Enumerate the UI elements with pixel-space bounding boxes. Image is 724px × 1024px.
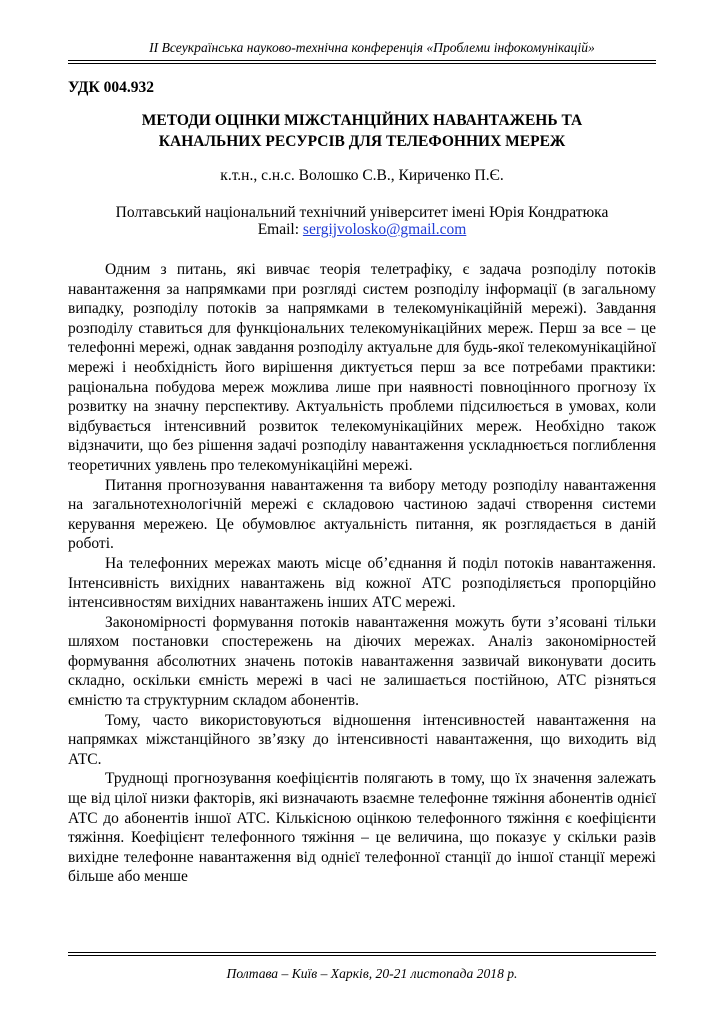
running-header: II Всеукраїнська науково-технічна конференція «Проблеми інфокомунікацій» <box>149 40 595 55</box>
paragraph: Питання прогнозування навантаження та вибору методу розподілу навантаження на загальнотехнологічній мережі є складовою частиною задачі створення системи керування мережею. Це обумовлює актуальність питання, як розглядається в даній роботі. <box>68 476 656 553</box>
authors: к.т.н., с.н.с. Волошко С.В., Кириченко П.Є. <box>220 167 504 184</box>
affiliation: Полтавський національний технічний університет імені Юрія Кондратюка <box>115 204 609 221</box>
header-rule <box>68 60 656 64</box>
email-line <box>68 220 656 239</box>
body-text <box>68 260 656 887</box>
udc-code: УДК 004.932 <box>68 79 154 96</box>
paragraph: На телефонних мережах мають місце об’єднання й поділ потоків навантаження. Інтенсивність вихідних навантажень від кожної АТС розподіляється пропорційно інтенсивностям вихідних навантажень інших АТС мережі. <box>68 554 656 612</box>
paragraph: Тому, часто використовуються відношення інтенсивностей навантаження на напрямках міжстанційного зв’язку до інтенсивності навантаження, що виходить від АТС. <box>68 711 656 768</box>
paragraph: Труднощі прогнозування коефіцієнтів полягають в тому, що їх значення залежать ще від цілої низки факторів, які визначають взаємне телефонне тяжіння абонентів однієї АТС до абонентів іншої АТС. Кількісною оцінкою телефонного тяжіння є коефіцієнти тяжіння. Коефіцієнт телефонного тяжіння – це величина, що показує у скільки разів вихідне телефонне навантаження від однієї телефонної станції до іншої станції мережі більше або менше <box>68 770 656 886</box>
email-label: Email: <box>257 221 303 238</box>
paper-title <box>68 110 656 152</box>
paper-title-line-2: КАНАЛЬНИХ РЕСУРСІВ ДЛЯ ТЕЛЕФОННИХ МЕРЕЖ <box>158 133 566 150</box>
paragraph: Одним з питань, які вивчає теорія телетрафіку, є задача розподілу потоків навантаження за напрямками при розгляді систем розподілу інформації (в загальному випадку, розподілу потоків за напрямками в телекомунікаційній мережі). Завдання розподілу ставиться для функціональних телекомунікаційних мереж. Перш за все – це телефонні мережі, однак завдання розподілу актуальне для будь-якої телекомунікаційної мережі і необхідність його вирішення диктується перш за все потребами практики: раціональна побудова мереж можлива лише при наявності повноцінного прогнозу їх розвитку на значну перспективу. Актуальність проблеми підсилюється в умовах, коли відбувається інтенсивний розвиток телекомунікаційних мереж. Необхідно також відзначити, що без рішення задачі розподілу навантаження ускладнюється поглиблення теоретичних уявлень про телекомунікаційні мережі. <box>68 261 656 474</box>
footer-rule <box>68 952 656 956</box>
paper-title-line-1: МЕТОДИ ОЦІНКИ МІЖСТАНЦІЙНИХ НАВАНТАЖЕНЬ ТА <box>141 112 583 129</box>
paragraph: Закономірності формування потоків навантаження можуть бути з’ясовані тільки шляхом постановки спостережень на діючих мережах. Аналіз закономірностей формування абсолютних значень потоків навантаження зазвичай виконувати досить складно, оскільки ємність мережі в часі не залишається постійною, АТС різняться ємністю та структурним складом абонентів. <box>68 613 656 710</box>
email-link[interactable]: sergijvolosko@gmail.com <box>302 221 467 238</box>
running-footer: Полтава – Київ – Харків, 20-21 листопада 2018 р. <box>226 966 518 981</box>
